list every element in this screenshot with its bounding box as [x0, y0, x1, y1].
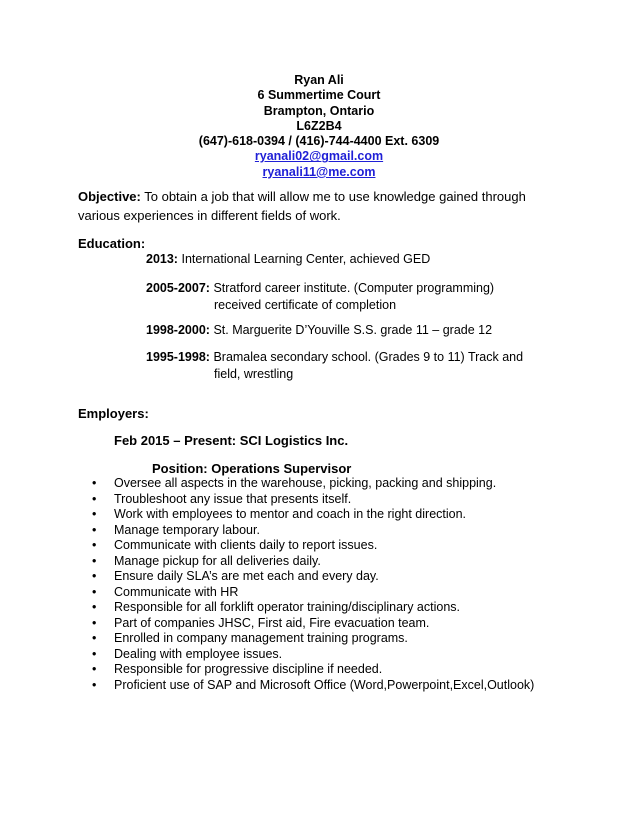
list-item: • Enrolled in company management training programs.	[78, 631, 548, 647]
education-entry	[146, 349, 566, 383]
list-item: • Work with employees to mentor and coach in the right direction.	[78, 507, 548, 523]
list-item: • Proficient use of SAP and Microsoft Office (Word,Powerpoint,Excel,Outlook)	[78, 678, 548, 694]
education-text-cont: received certificate of completion	[214, 298, 397, 312]
education-entry	[146, 251, 566, 268]
list-item: • Manage temporary labour.	[78, 523, 548, 539]
name: Ryan Ali	[294, 73, 344, 87]
education-years: 2013:	[146, 252, 178, 266]
list-item: • Oversee all aspects in the warehouse, picking, packing and shipping.	[78, 476, 548, 492]
duties-list	[78, 476, 548, 693]
address-line-1: 6 Summertime Court	[257, 88, 381, 103]
list-item: • Communicate with HR	[78, 585, 548, 601]
position-heading: Position: Operations Supervisor	[152, 461, 352, 476]
postal-code: L6Z2B4	[296, 118, 342, 133]
education-years: 1998-2000:	[146, 323, 210, 337]
list-item: • Responsible for all forklift operator training/disciplinary actions.	[78, 600, 548, 616]
education-entry	[146, 280, 566, 314]
contact-header	[0, 73, 638, 180]
education-text: St. Marguerite D’Youville S.S. grade 11 – grade 12	[213, 323, 493, 337]
job-heading: Feb 2015 – Present: SCI Logistics Inc.	[114, 433, 349, 448]
education-years: 2005-2007:	[146, 281, 210, 295]
list-item: • Responsible for progressive discipline if needed.	[78, 662, 548, 678]
education-years: 1995-1998:	[146, 350, 210, 364]
objective-label: Objective:	[78, 189, 141, 204]
email-link-1[interactable]: ryanali02@gmail.com	[254, 149, 384, 164]
phone-numbers: (647)-618-0394 / (416)-744-4400 Ext. 6309	[198, 134, 440, 149]
address-line-2: Brampton, Ontario	[263, 103, 375, 118]
education-text: Bramalea secondary school. (Grades 9 to 11) Track and	[213, 350, 524, 364]
objective-section	[78, 188, 558, 225]
list-item: • Manage pickup for all deliveries daily.	[78, 554, 548, 570]
list-item: • Part of companies JHSC, First aid, Fire evacuation team.	[78, 616, 548, 632]
list-item: • Communicate with clients daily to report issues.	[78, 538, 548, 554]
employers-title: Employers:	[78, 406, 149, 421]
list-item: • Troubleshoot any issue that presents itself.	[78, 492, 548, 508]
education-title: Education:	[78, 236, 146, 251]
email-link-2[interactable]: ryanali11@me.com	[262, 164, 376, 179]
education-text: Stratford career institute. (Computer programming)	[213, 281, 495, 295]
education-text: International Learning Center, achieved GED	[181, 252, 431, 266]
education-entry	[146, 322, 566, 339]
objective-text: To obtain a job that will allow me to use knowledge gained through various experiences in different fields of work.	[78, 189, 526, 223]
list-item: • Dealing with employee issues.	[78, 647, 548, 663]
list-item: • Ensure daily SLA’s are met each and every day.	[78, 569, 548, 585]
education-text-cont: field, wrestling	[214, 367, 294, 381]
